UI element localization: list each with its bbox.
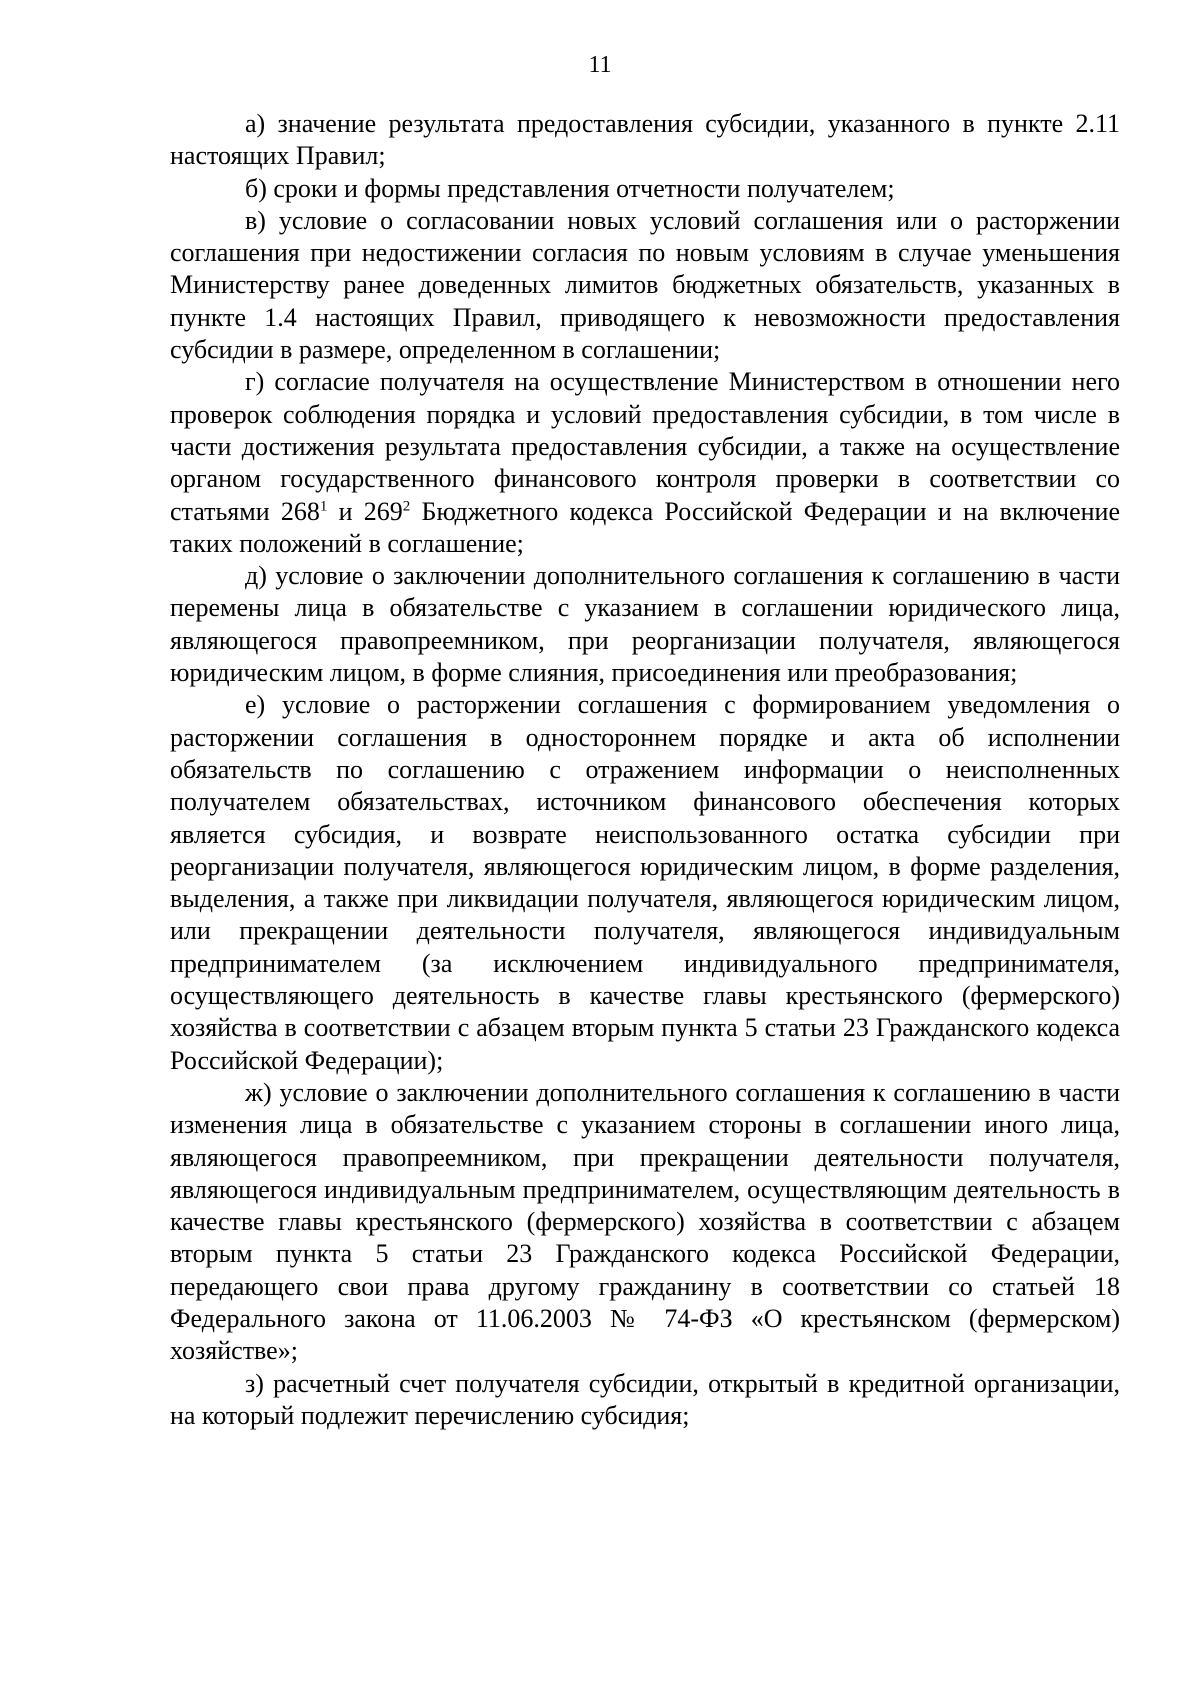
paragraph-g-text-part-2: и 269 bbox=[327, 496, 403, 526]
paragraph-d: д) условие о заключении дополнительного соглашения к соглашению в части перемены лица в обязательстве с указанием в соглашении юридического лица, являющегося правопреемником, при реорганизации получателя, являющегося юридическим лицом, в форме слияния, присоединения или преобразования; bbox=[170, 561, 1120, 688]
paragraph-zh: ж) условие о заключении дополнительного соглашения к соглашению в части изменения лица в обязательстве с указанием стороны в соглашении иного лица, являющегося правопреемником, при прекращении деятельности получателя, являющегося индивидуальным предпринимателем, осуществляющим деятельность в качестве главы крестьянского (фермерского) хозяйства в соответствии с абзацем вторым пункта 5 статьи 23 Гражданского кодекса Российской Федерации, передающего свои права другому гражданину в соответствии со статьей 18 Федерального закона от 11.06.2003 № 74-ФЗ «О крестьянском (фермерском) хозяйстве»; bbox=[170, 1077, 1120, 1366]
paragraph-z: з) расчетный счет получателя субсидии, открытый в кредитной организации, на который подлежит перечислению субсидия; bbox=[170, 1368, 1120, 1430]
paragraph-e: е) условие о расторжении соглашения с формированием уведомления о расторжении соглашения в одностороннем порядке и акта об исполнении обязательств по соглашению с отражением информации о неисполненных получателем обязательствах, источником финансового обеспечения которых является субсидия, и возврате неиспользованного остатка субсидии при реорганизации получателя, являющегося юридическим лицом, в форме разделения, выделения, а также при ликвидации получателя, являющегося юридическим лицом, или прекращении деятельности получателя, являющегося индивидуальным предпринимателем (за исключением индивидуального предпринимателя, осуществляющего деятельность в качестве главы крестьянского (фермерского) хозяйства в соответствии с абзацем вторым пункта 5 статьи 23 Гражданского кодекса Российской Федерации); bbox=[170, 690, 1120, 1075]
document-body bbox=[170, 108, 1120, 1432]
paragraph-g bbox=[170, 366, 1120, 560]
paragraph-a: а) значение результата предоставления субсидии, указанного в пункте 2.11 настоящих Правил; bbox=[170, 109, 1120, 171]
paragraph-g-text-part-3: Бюджетного кодекса Российской Федерации и на включение таких положений в соглашение; bbox=[170, 496, 1120, 558]
page-number: 11 bbox=[588, 52, 612, 78]
paragraph-b: б) сроки и формы представления отчетности получателем; bbox=[245, 173, 895, 203]
paragraph-g-text-part-1: г) согласие получателя на осуществление Министерством в отношении него проверок соблюдения порядка и условий предоставления субсидии, в том числе в части достижения результата предоставления субсидии, а также на осуществление органом государственного финансового контроля проверки в соответствии со статьями 268 bbox=[170, 367, 1120, 526]
paragraph-v: в) условие о согласовании новых условий соглашения или о расторжении соглашения при недостижении согласия по новым условиям в случае уменьшения Министерству ранее доведенных лимитов бюджетных обязательств, указанных в пункте 1.4 настоящих Правил, приводящего к невозможности предоставления субсидии в размере, определенном в соглашении; bbox=[170, 205, 1120, 365]
article-superscript-1: 1 bbox=[319, 497, 328, 514]
article-superscript-2: 2 bbox=[402, 497, 411, 514]
